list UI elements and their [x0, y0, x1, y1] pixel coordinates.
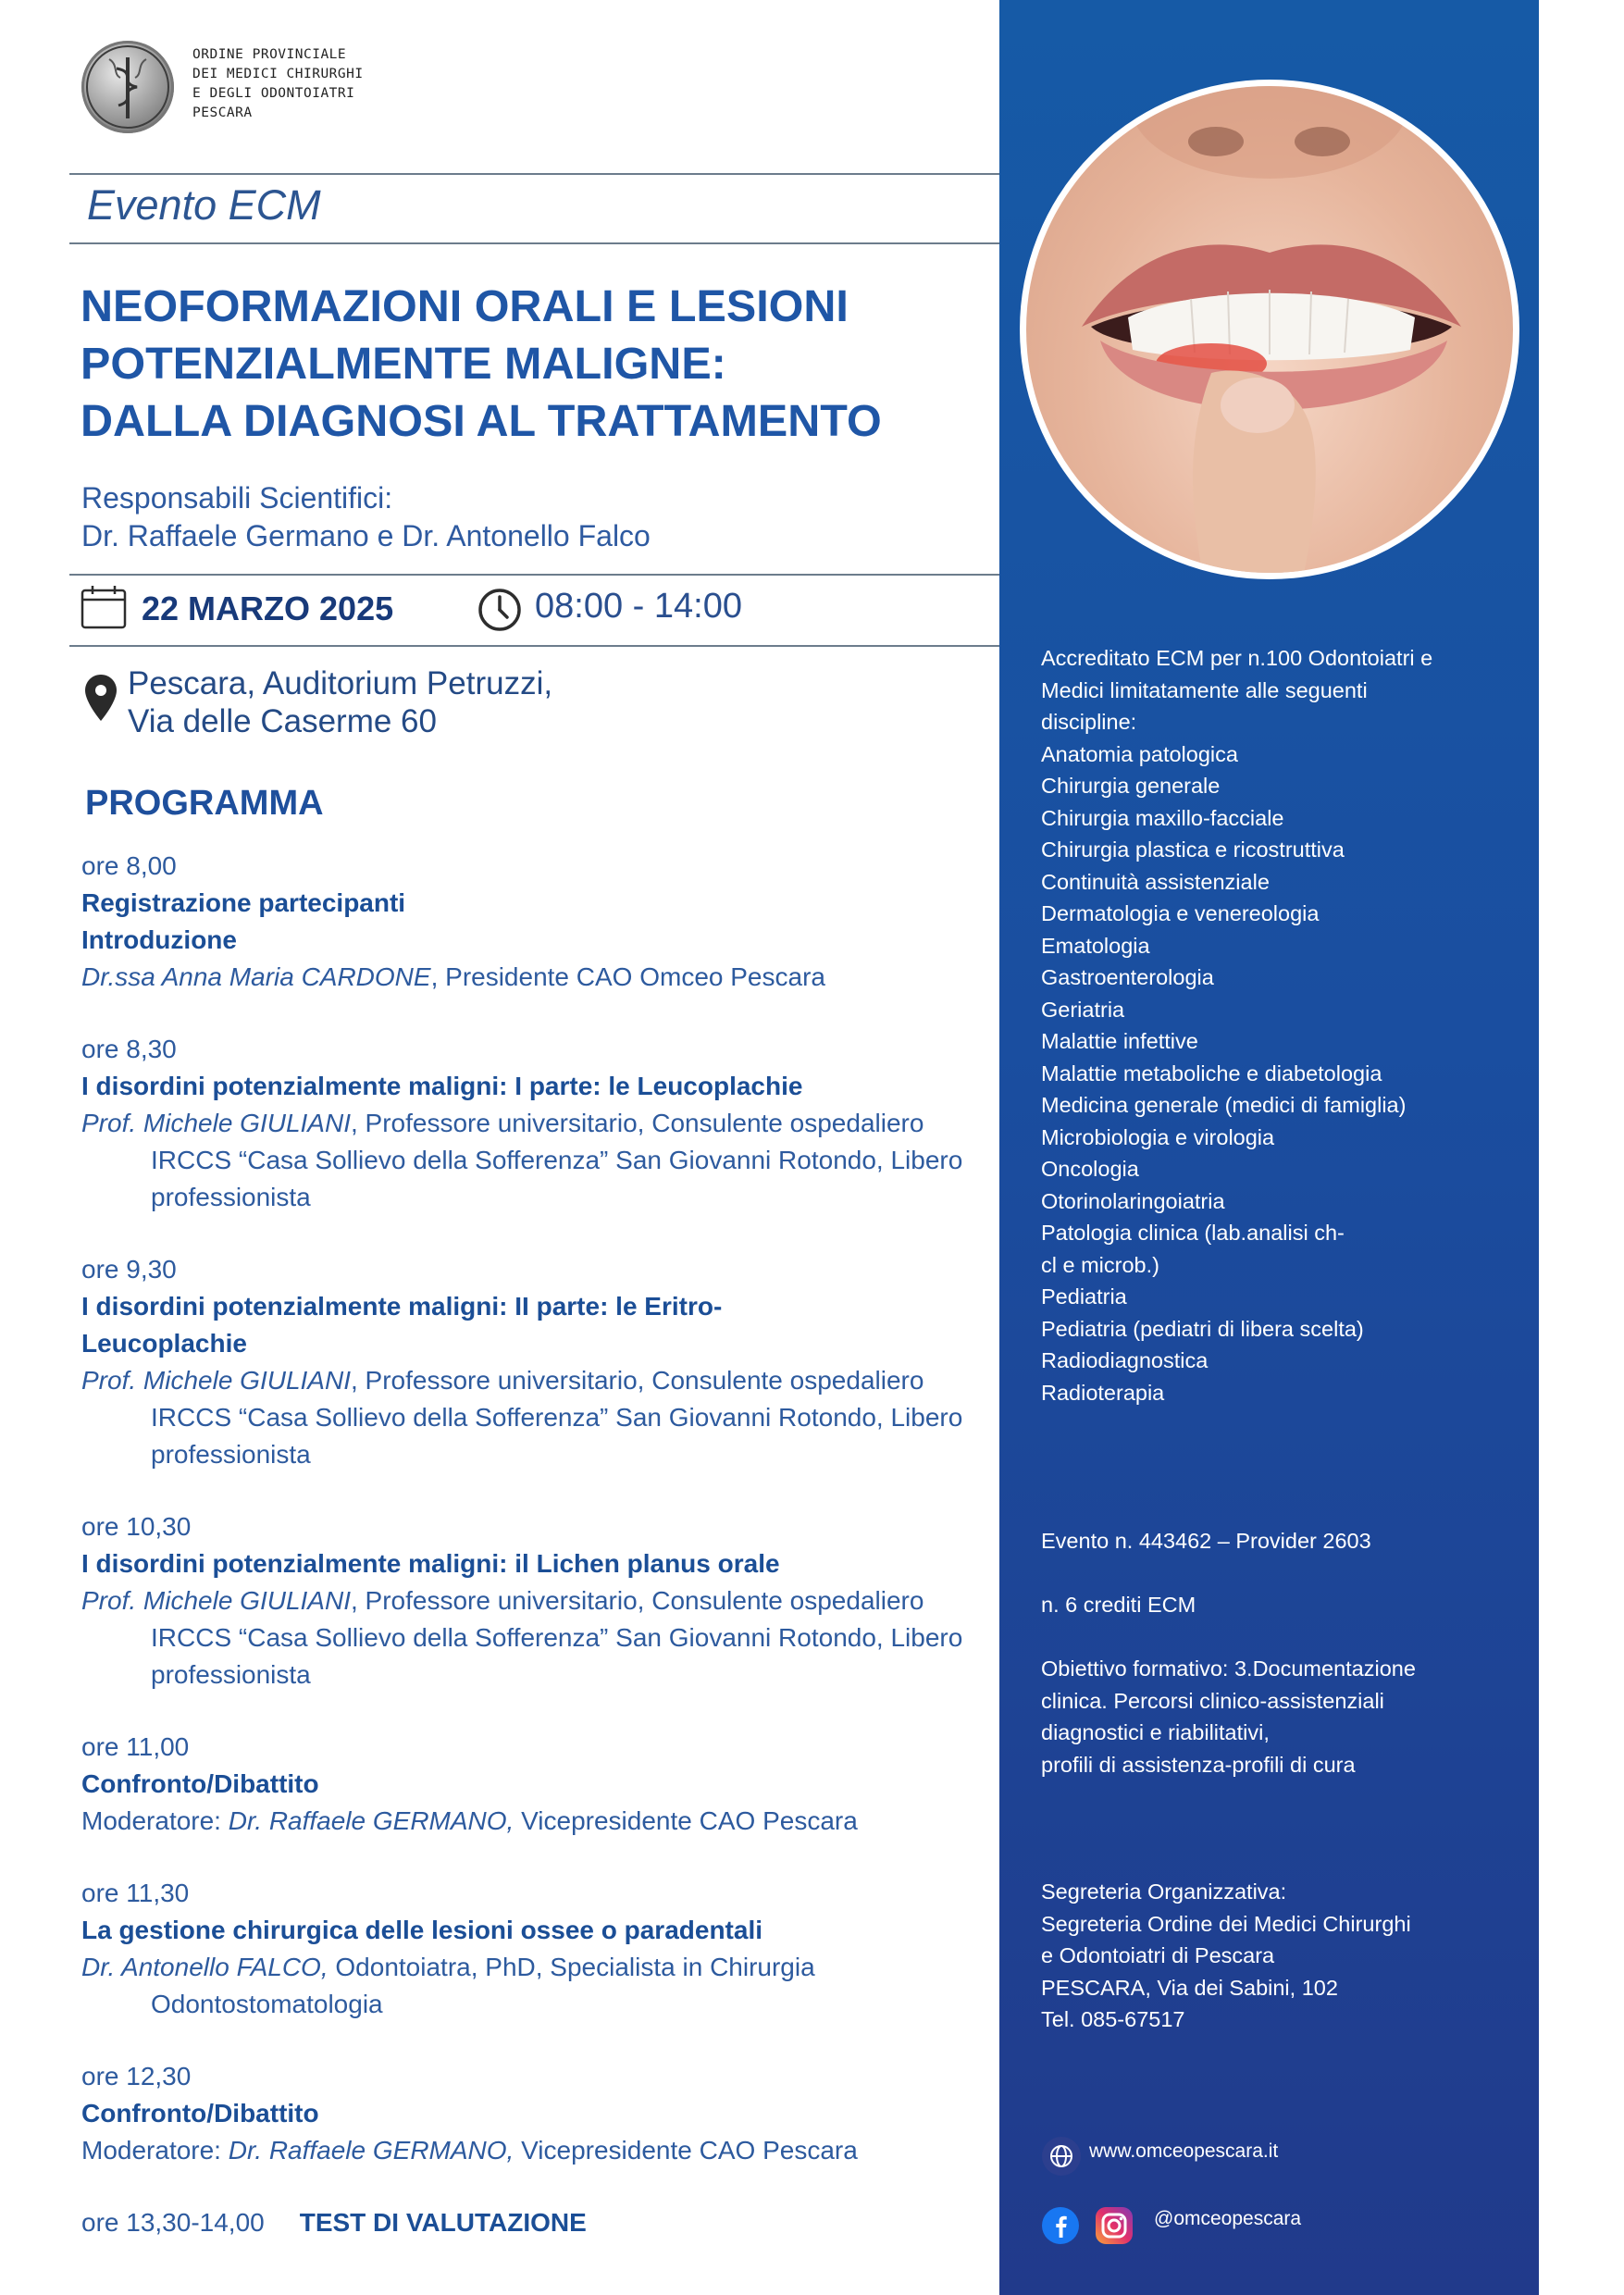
discipline-item: Otorinolaringoiatria [1041, 1188, 1225, 1213]
slot-time: ore 11,00 [81, 1732, 190, 1761]
program-slot [81, 848, 988, 996]
event-title [81, 278, 1006, 450]
discipline-item: Pediatria [1041, 1284, 1127, 1309]
location-line: Pescara, Auditorium Petruzzi, [128, 665, 553, 701]
order-seal-logo [81, 41, 174, 133]
discipline-item: Pediatria (pediatri di libera scelta) [1041, 1316, 1364, 1341]
discipline-item: Chirurgia plastica e ricostruttiva [1041, 837, 1345, 862]
secretariat-phone[interactable]: Tel. 085-67517 [1041, 2007, 1185, 2031]
slot-speaker [81, 1362, 988, 1473]
event-time: 08:00 - 14:00 [535, 587, 742, 626]
program-slot [81, 2058, 988, 2169]
accreditation-line: Accreditato ECM per n.100 Odontoiatri e [1041, 646, 1433, 670]
slot-time: ore 11,30 [81, 1879, 190, 1907]
location-line: Via delle Caserme 60 [128, 703, 437, 739]
speaker-name: Prof. Michele GIULIANI [81, 1586, 351, 1615]
program-slot [81, 1729, 988, 1840]
slot-time: ore 8,30 [81, 1035, 177, 1063]
secretariat-line: Segreteria Organizzativa: [1041, 1879, 1287, 1904]
event-type-label: Evento ECM [87, 181, 321, 229]
event-location [128, 664, 552, 740]
accreditation-info [1041, 642, 1522, 1408]
website-link[interactable]: www.omceopescara.it [1089, 2140, 1279, 2162]
social-handle[interactable]: @omceopescara [1154, 2208, 1302, 2229]
scientific-leads [81, 479, 651, 555]
org-line: E DEGLI ODONTOIATRI [192, 86, 355, 101]
speaker-name: Dr. Antonello FALCO, [81, 1953, 329, 1981]
discipline-item: Patologia clinica (lab.analisi ch- [1041, 1221, 1345, 1245]
slot-heading: Confronto/Dibattito [81, 1769, 319, 1798]
event-number: Evento n. 443462 – Provider 2603 [1041, 1529, 1371, 1553]
speaker-role: Vicepresidente CAO Pescara [514, 2136, 858, 2165]
discipline-item: Geriatria [1041, 997, 1125, 1022]
title-line: NEOFORMAZIONI ORALI E LESIONI [81, 281, 849, 331]
discipline-item: cl e microb.) [1041, 1252, 1159, 1277]
slot-speaker [81, 1803, 988, 1840]
divider [69, 242, 1004, 244]
discipline-item: Malattie infettive [1041, 1029, 1198, 1053]
accreditation-line: Medici limitatamente alle seguenti [1041, 677, 1368, 702]
slot-speaker [81, 1949, 988, 2023]
event-date: 22 MARZO 2025 [142, 589, 394, 627]
program-heading: PROGRAMMA [85, 784, 324, 823]
discipline-item: Oncologia [1041, 1157, 1139, 1181]
secretariat-line: e Odontoiatri di Pescara [1041, 1943, 1275, 1967]
speaker-name: Dr.ssa Anna Maria CARDONE [81, 962, 431, 991]
instagram-icon[interactable] [1095, 2206, 1134, 2250]
speaker-name: Dr. Raffaele GERMANO, [228, 1806, 514, 1835]
objective-line: Obiettivo formativo: 3.Documentazione [1041, 1656, 1416, 1681]
slot-heading: La gestione chirurgica delle lesioni ossee o paradentali [81, 1916, 763, 1944]
discipline-item: Anatomia patologica [1041, 741, 1238, 766]
program-slot [81, 1031, 988, 1216]
objective-line: diagnostici e riabilitativi, [1041, 1720, 1270, 1744]
slot-heading: I disordini potenzialmente maligni: II parte: le Eritro-Leucoplachie [81, 1292, 723, 1358]
slot-heading: TEST DI VALUTAZIONE [299, 2208, 587, 2237]
org-line: DEI MEDICI CHIRURGHI [192, 67, 364, 81]
discipline-item: Radiodiagnostica [1041, 1348, 1209, 1372]
calendar-icon [80, 583, 128, 636]
slot-speaker [81, 959, 988, 996]
discipline-item: Medicina generale (medici di famiglia) [1041, 1093, 1407, 1117]
location-pin-icon [83, 673, 118, 727]
org-line: ORDINE PROVINCIALE [192, 47, 347, 62]
discipline-item: Continuità assistenziale [1041, 869, 1270, 894]
clock-icon [477, 587, 523, 638]
discipline-item: Chirurgia generale [1041, 774, 1221, 798]
slot-time: ore 10,30 [81, 1512, 192, 1541]
mouth-photo [1020, 80, 1519, 579]
program-schedule [81, 848, 988, 2241]
organizing-secretariat [1041, 1876, 1522, 2036]
slot-heading: I disordini potenzialmente maligni: il Lichen planus orale [81, 1549, 780, 1578]
speaker-prefix: Moderatore: [81, 2136, 229, 2165]
speaker-role: , Professore universitario, Consulente ospedaliero IRCCS “Casa Sollievo della Sofferenza” San Giovanni Rotondo, Libero professionista [151, 1109, 963, 1211]
discipline-item: Microbiologia e virologia [1041, 1124, 1275, 1149]
scientific-leads-names: Dr. Raffaele Germano e Dr. Antonello Falco [81, 519, 651, 552]
speaker-role: , Professore universitario, Consulente ospedaliero IRCCS “Casa Sollievo della Sofferenza” San Giovanni Rotondo, Libero professionista [151, 1586, 963, 1689]
title-line: POTENZIALMENTE MALIGNE: [81, 339, 726, 389]
speaker-name: Dr. Raffaele GERMANO, [228, 2136, 514, 2165]
program-slot [81, 1508, 988, 1693]
speaker-name: Prof. Michele GIULIANI [81, 1109, 351, 1137]
ecm-credits: n. 6 crediti ECM [1041, 1593, 1196, 1617]
speaker-role: , Presidente CAO Omceo Pescara [430, 962, 825, 991]
speaker-role: Vicepresidente CAO Pescara [514, 1806, 858, 1835]
accreditation-line: discipline: [1041, 710, 1137, 734]
slot-speaker [81, 2132, 988, 2169]
speaker-name: Prof. Michele GIULIANI [81, 1366, 351, 1395]
slot-heading: Confronto/Dibattito [81, 2099, 319, 2128]
discipline-item: Gastroenterologia [1041, 965, 1214, 989]
divider [69, 574, 1018, 576]
title-line: DALLA DIAGNOSI AL TRATTAMENTO [81, 396, 882, 446]
objective-line: profili di assistenza-profili di cura [1041, 1752, 1356, 1777]
program-slot [81, 1875, 988, 2023]
slot-time: ore 9,30 [81, 1255, 177, 1284]
program-slot [81, 1251, 988, 1473]
slot-heading: Introduzione [81, 925, 237, 954]
secretariat-line: Segreteria Ordine dei Medici Chirurghi [1041, 1911, 1411, 1936]
facebook-icon[interactable] [1041, 2206, 1080, 2250]
organization-name [192, 45, 433, 123]
slot-time: ore 12,30 [81, 2062, 192, 2090]
slot-speaker [81, 1105, 988, 1216]
scientific-leads-label: Responsabili Scientifici: [81, 481, 393, 515]
globe-icon [1041, 2136, 1082, 2181]
discipline-item: Dermatologia e venereologia [1041, 901, 1320, 925]
speaker-role: , Professore universitario, Consulente ospedaliero IRCCS “Casa Sollievo della Sofferenza” San Giovanni Rotondo, Libero professionista [151, 1366, 963, 1469]
speaker-role: Odontoiatra, PhD, Specialista in Chirurgia Odontostomatologia [151, 1953, 815, 2018]
divider [69, 173, 1004, 175]
slot-time: ore 13,30-14,00 [81, 2208, 265, 2237]
secretariat-line: PESCARA, Via dei Sabini, 102 [1041, 1975, 1338, 2000]
org-line: PESCARA [192, 105, 253, 120]
training-objective [1041, 1653, 1522, 1780]
slot-heading: I disordini potenzialmente maligni: I parte: le Leucoplachie [81, 1072, 803, 1100]
slot-time: ore 8,00 [81, 851, 177, 880]
slot-speaker [81, 1582, 988, 1693]
speaker-prefix: Moderatore: [81, 1806, 229, 1835]
discipline-item: Chirurgia maxillo-facciale [1041, 805, 1284, 830]
discipline-item: Radioterapia [1041, 1380, 1165, 1405]
slot-heading: Registrazione partecipanti [81, 888, 406, 917]
discipline-item: Malattie metaboliche e diabetologia [1041, 1061, 1382, 1085]
final-slot [81, 2204, 988, 2241]
objective-line: clinica. Percorsi clinico-assistenziali [1041, 1688, 1384, 1713]
discipline-item: Ematologia [1041, 933, 1150, 958]
divider [69, 645, 1018, 647]
